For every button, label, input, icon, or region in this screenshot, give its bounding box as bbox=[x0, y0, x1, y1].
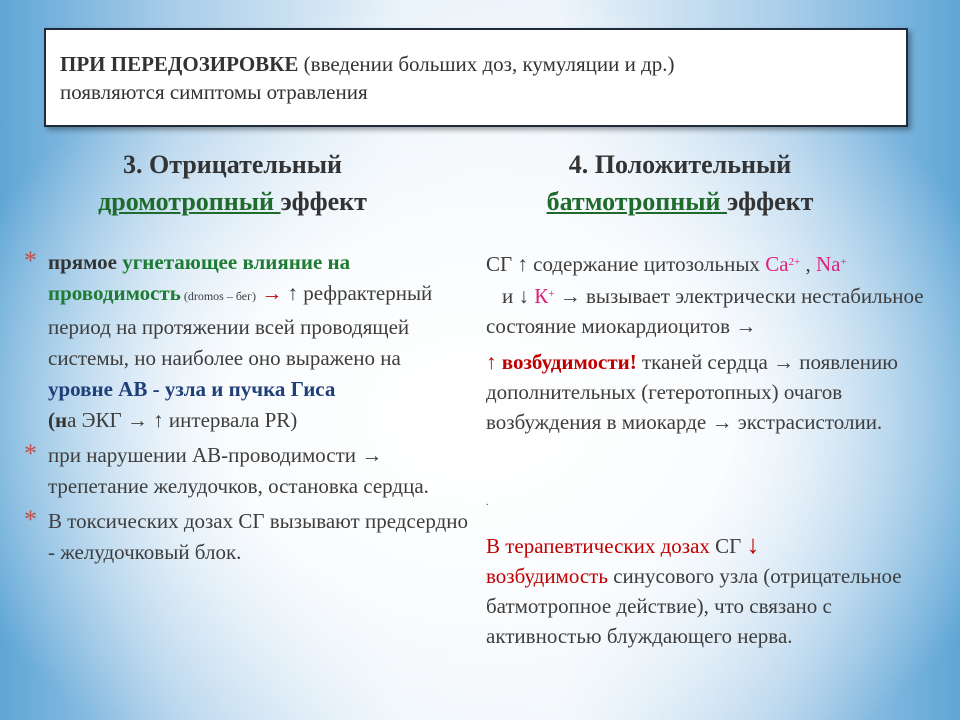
na-ion: Na bbox=[815, 252, 841, 276]
item2-text: при нарушении АВ-проводимости → трепетание желудочков, остановка сердца. bbox=[48, 443, 429, 498]
ca-charge: 2+ bbox=[788, 256, 801, 268]
bullet-star-icon: * bbox=[24, 246, 37, 275]
left-heading-line1: 3. Отрицательный bbox=[123, 150, 342, 179]
right-paragraph-2 bbox=[486, 347, 936, 437]
p1-part-c: → вызывает электрически нестабильное состояние миокардиоцитов → bbox=[486, 284, 924, 338]
list-item bbox=[20, 506, 470, 568]
list-item bbox=[20, 440, 470, 502]
item3-text: В токсических дозах СГ вызывают предсердно - желудочковый блок. bbox=[48, 509, 468, 564]
item1-part-b: угнетающее влияние на проводимость bbox=[48, 250, 351, 305]
p2-excl: ! bbox=[629, 350, 637, 374]
right-heading-rest: эффект bbox=[727, 187, 814, 216]
p1-part-a: СГ ↑ содержание цитозольных bbox=[486, 252, 766, 276]
bullet-star-icon: * bbox=[24, 439, 37, 468]
right-heading-underlined: батмотропный bbox=[546, 187, 728, 216]
separator-dot: . bbox=[486, 497, 489, 508]
k-charge: + bbox=[548, 288, 555, 300]
item1-part-a: прямое bbox=[48, 250, 123, 274]
list-item bbox=[20, 247, 470, 436]
p3-part-a: В терапевтических дозах bbox=[486, 534, 710, 558]
left-heading-rest: эффект bbox=[280, 187, 367, 216]
overdose-bold: ПРИ ПЕРЕДОЗИРОВКЕ bbox=[60, 52, 299, 76]
p2-word: возбудимости bbox=[501, 350, 630, 374]
p3-part-d: синусового узла (отрицательное батмотропное действие), что связано с активностью блуждающего нерва. bbox=[486, 564, 902, 648]
item1-part-h: а ЭКГ → ↑ интервала PR) bbox=[67, 408, 298, 432]
p3-part-c: возбудимость bbox=[486, 564, 608, 588]
item1-part-g: (н bbox=[48, 408, 68, 432]
right-heading bbox=[480, 146, 880, 220]
item1-part-e: ↑ рефрактерный период на протяжении всей проводящей системы, но наиболее оно выражено на bbox=[48, 281, 433, 370]
left-bullet-list bbox=[20, 247, 470, 572]
item1-part-c: (dromos – бег) bbox=[180, 289, 257, 303]
bullet-star-icon: * bbox=[24, 505, 37, 534]
therapeutic-dose-paragraph bbox=[486, 530, 946, 651]
p1-comma: , bbox=[800, 252, 816, 276]
item1-arrow: → bbox=[256, 281, 288, 305]
right-heading-line1: 4. Положительный bbox=[568, 150, 792, 179]
item1-part-f: уровне АВ - узла и пучка Гиса bbox=[48, 377, 336, 401]
p3-part-b: СГ bbox=[709, 534, 747, 558]
right-column bbox=[486, 247, 936, 437]
k-ion: К bbox=[534, 284, 549, 308]
down-arrow-icon: ↓ bbox=[746, 530, 760, 559]
p2-rest: тканей сердца → появлению дополнительных (гетеротопных) очагов возбуждения в миокарде → экстрасистолии. bbox=[486, 350, 898, 434]
ca-ion: Ca bbox=[765, 252, 789, 276]
p1-part-b: и ↓ bbox=[502, 284, 535, 308]
right-paragraph-1 bbox=[486, 247, 936, 341]
na-charge: + bbox=[840, 256, 847, 268]
overdose-rest: (введении больших доз, кумуляции и др.) bbox=[298, 52, 675, 76]
p2-arrow: ↑ bbox=[486, 350, 502, 374]
overdose-note-box bbox=[44, 28, 908, 127]
overdose-line2: появляются симптомы отравления bbox=[60, 80, 368, 104]
left-heading bbox=[40, 146, 425, 220]
left-heading-underlined: дромотропный bbox=[98, 187, 281, 216]
